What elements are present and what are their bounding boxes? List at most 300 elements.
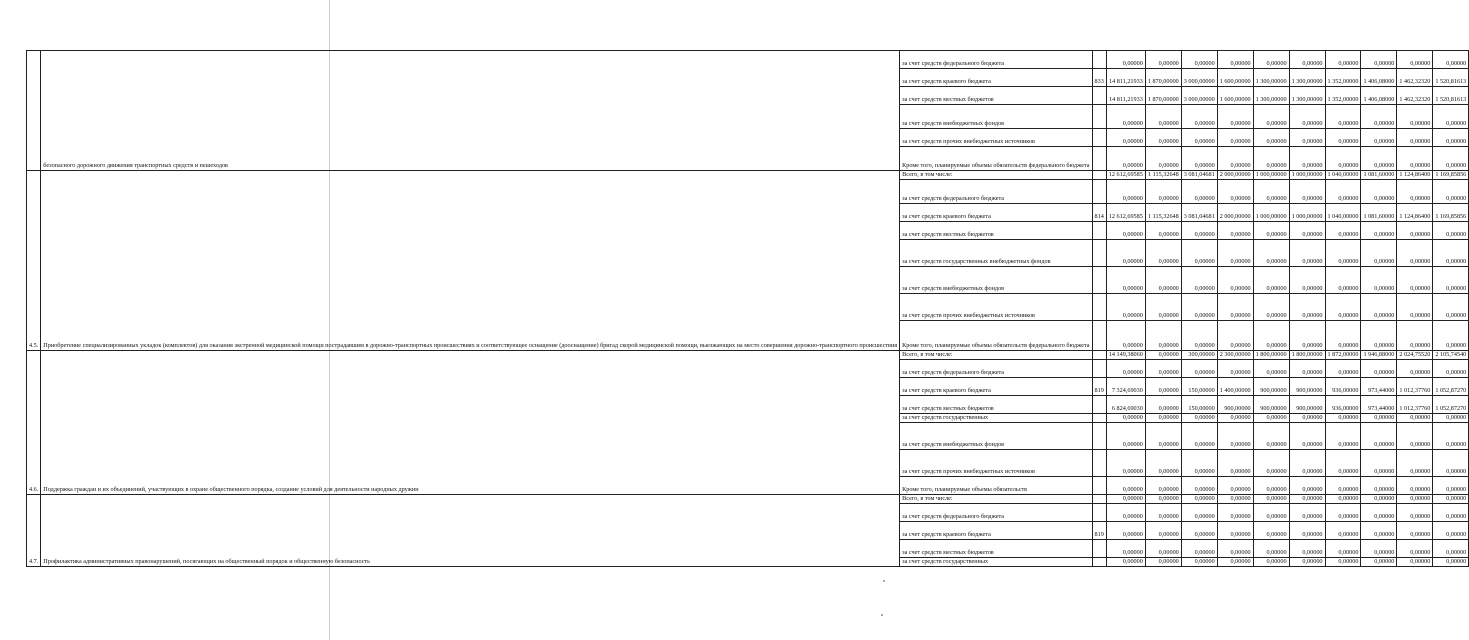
amount-cell: 0,00000 — [1361, 129, 1397, 147]
amount-cell: 0,00000 — [1217, 105, 1253, 129]
amount-cell: 0,00000 — [1181, 522, 1217, 540]
amount-cell: 0,00000 — [1217, 321, 1253, 351]
amount-cell: 0,00000 — [1397, 129, 1433, 147]
amount-cell: 0,00000 — [1361, 504, 1397, 522]
amount-cell: 2 024,75520 — [1397, 351, 1433, 360]
amount-cell: 0,00000 — [1289, 294, 1325, 321]
amount-cell: 1 052,87270 — [1433, 378, 1469, 396]
amount-cell: 1 040,00000 — [1325, 171, 1361, 180]
amount-cell: 0,00000 — [1181, 267, 1217, 294]
amount-cell: 0,00000 — [1181, 105, 1217, 129]
funding-source: за счет средств прочих внебюджетных источников — [900, 450, 1092, 477]
amount-cell: 0,00000 — [1361, 105, 1397, 129]
ministry-code: 833 — [1092, 69, 1106, 87]
amount-cell: 936,00000 — [1325, 396, 1361, 414]
amount-cell: 0,00000 — [1289, 147, 1325, 171]
amount-cell: 0,00000 — [1325, 240, 1361, 267]
amount-cell: 1 169,85856 — [1433, 171, 1469, 180]
amount-cell: 1 946,88000 — [1361, 351, 1397, 360]
amount-cell: 0,00000 — [1433, 450, 1469, 477]
ministry-code — [1092, 180, 1106, 204]
ministry-code — [1092, 105, 1106, 129]
amount-cell: 0,00000 — [1253, 222, 1289, 240]
amount-cell: 0,00000 — [1289, 477, 1325, 495]
amount-cell: 0,00000 — [1253, 522, 1289, 540]
amount-cell: 0,00000 — [1289, 51, 1325, 69]
amount-cell: 0,00000 — [1217, 504, 1253, 522]
amount-cell: 1 169,85856 — [1433, 204, 1469, 222]
amount-cell: 0,00000 — [1145, 396, 1181, 414]
amount-cell: 1 406,08000 — [1361, 69, 1397, 87]
ministry-code — [1092, 294, 1106, 321]
amount-cell: 0,00000 — [1145, 351, 1181, 360]
amount-cell: 1 800,00000 — [1289, 351, 1325, 360]
amount-cell: 0,00000 — [1397, 321, 1433, 351]
amount-cell: 0,00000 — [1289, 540, 1325, 558]
amount-cell: 0,00000 — [1433, 51, 1469, 69]
amount-cell: 0,00000 — [1397, 495, 1433, 504]
funding-source: за счет средств внебюджетных фондов — [900, 423, 1092, 450]
amount-cell: 0,00000 — [1361, 321, 1397, 351]
amount-cell: 0,00000 — [1106, 147, 1145, 171]
amount-cell: 150,00000 — [1181, 378, 1217, 396]
amount-cell: 0,00000 — [1253, 51, 1289, 69]
amount-cell: 0,00000 — [1145, 423, 1181, 450]
amount-cell: 0,00000 — [1397, 147, 1433, 171]
amount-cell: 0,00000 — [1397, 504, 1433, 522]
ministry-code: 814 — [1092, 204, 1106, 222]
funding-source: за счет средств краевого бюджета — [900, 378, 1092, 396]
amount-cell: 0,00000 — [1289, 414, 1325, 423]
amount-cell: 0,00000 — [1253, 558, 1289, 567]
amount-cell: 0,00000 — [1397, 105, 1433, 129]
amount-cell: 0,00000 — [1361, 477, 1397, 495]
ministry-code — [1092, 51, 1106, 69]
amount-cell: 0,00000 — [1181, 222, 1217, 240]
amount-cell: 0,00000 — [1217, 450, 1253, 477]
measure-description: Профилактика административных правонарушений, посягающих на общественный порядок и общественную безопасность — [41, 495, 900, 567]
funding-source: за счет средств государственных — [900, 414, 1092, 423]
amount-cell: 2 105,74540 — [1433, 351, 1469, 360]
amount-cell: 0,00000 — [1361, 180, 1397, 204]
amount-cell: 0,00000 — [1253, 540, 1289, 558]
amount-cell: 0,00000 — [1325, 321, 1361, 351]
amount-cell: 1 462,32320 — [1397, 87, 1433, 105]
amount-cell: 1 081,60000 — [1361, 204, 1397, 222]
amount-cell: 0,00000 — [1106, 540, 1145, 558]
amount-cell: 900,00000 — [1289, 396, 1325, 414]
funding-source: Кроме того, планируемые объемы обязательств — [900, 477, 1092, 495]
ministry-code — [1092, 495, 1106, 504]
amount-cell: 0,00000 — [1397, 267, 1433, 294]
ministry-code — [1092, 504, 1106, 522]
measure-description: Поддержка граждан и их объединений, участвующих в охране общественного порядка, создание условий для деятельности народных дружин — [41, 351, 900, 495]
amount-cell: 0,00000 — [1253, 423, 1289, 450]
amount-cell: 0,00000 — [1325, 51, 1361, 69]
amount-cell: 0,00000 — [1325, 522, 1361, 540]
amount-cell: 0,00000 — [1145, 147, 1181, 171]
ministry-code — [1092, 222, 1106, 240]
amount-cell: 0,00000 — [1325, 294, 1361, 321]
amount-cell: 0,00000 — [1106, 321, 1145, 351]
amount-cell: 14 811,21933 — [1106, 87, 1145, 105]
amount-cell: 900,00000 — [1253, 396, 1289, 414]
amount-cell: 1 352,00000 — [1325, 69, 1361, 87]
amount-cell: 0,00000 — [1397, 294, 1433, 321]
amount-cell: 0,00000 — [1217, 423, 1253, 450]
amount-cell: 0,00000 — [1181, 423, 1217, 450]
amount-cell: 0,00000 — [1397, 360, 1433, 378]
amount-cell: 0,00000 — [1145, 540, 1181, 558]
ministry-code — [1092, 414, 1106, 423]
ministry-code: 819 — [1092, 378, 1106, 396]
amount-cell: 0,00000 — [1433, 504, 1469, 522]
funding-source: за счет средств прочих внебюджетных источников — [900, 129, 1092, 147]
row-number: 4.6. — [27, 351, 41, 495]
amount-cell: 0,00000 — [1289, 423, 1325, 450]
amount-cell: 1 520,81613 — [1433, 87, 1469, 105]
amount-cell: 0,00000 — [1433, 477, 1469, 495]
amount-cell: 1 800,00000 — [1253, 351, 1289, 360]
ministry-code — [1092, 423, 1106, 450]
amount-cell: 0,00000 — [1106, 477, 1145, 495]
amount-cell: 1 870,00000 — [1145, 69, 1181, 87]
amount-cell: 0,00000 — [1181, 504, 1217, 522]
row-number — [27, 51, 41, 171]
funding-source: за счет средств краевого бюджета — [900, 204, 1092, 222]
amount-cell: 3 081,04681 — [1181, 171, 1217, 180]
amount-cell: 0,00000 — [1433, 321, 1469, 351]
funding-source: за счет средств федерального бюджета — [900, 504, 1092, 522]
scan-specks — [881, 578, 887, 618]
amount-cell: 0,00000 — [1253, 414, 1289, 423]
ministry-code — [1092, 396, 1106, 414]
amount-cell: 1 406,08000 — [1361, 87, 1397, 105]
amount-cell: 0,00000 — [1181, 558, 1217, 567]
amount-cell: 2 000,00000 — [1217, 204, 1253, 222]
amount-cell: 1 300,00000 — [1253, 69, 1289, 87]
amount-cell: 900,00000 — [1289, 378, 1325, 396]
amount-cell: 0,00000 — [1325, 147, 1361, 171]
amount-cell: 0,00000 — [1397, 180, 1433, 204]
amount-cell: 0,00000 — [1181, 360, 1217, 378]
amount-cell: 0,00000 — [1217, 477, 1253, 495]
amount-cell: 0,00000 — [1289, 129, 1325, 147]
funding-source: за счет средств федерального бюджета — [900, 51, 1092, 69]
ministry-code — [1092, 240, 1106, 267]
amount-cell: 0,00000 — [1433, 222, 1469, 240]
amount-cell: 0,00000 — [1181, 51, 1217, 69]
amount-cell: 0,00000 — [1181, 477, 1217, 495]
amount-cell: 0,00000 — [1253, 294, 1289, 321]
amount-cell: 0,00000 — [1325, 105, 1361, 129]
amount-cell: 0,00000 — [1181, 294, 1217, 321]
amount-cell: 0,00000 — [1397, 423, 1433, 450]
amount-cell: 0,00000 — [1253, 321, 1289, 351]
amount-cell: 0,00000 — [1289, 267, 1325, 294]
amount-cell: 0,00000 — [1145, 558, 1181, 567]
ministry-code — [1092, 477, 1106, 495]
amount-cell: 0,00000 — [1433, 267, 1469, 294]
amount-cell: 0,00000 — [1181, 129, 1217, 147]
amount-cell: 1 600,00000 — [1217, 69, 1253, 87]
amount-cell: 0,00000 — [1361, 414, 1397, 423]
amount-cell: 6 824,69030 — [1106, 396, 1145, 414]
amount-cell: 0,00000 — [1433, 495, 1469, 504]
amount-cell: 0,00000 — [1217, 294, 1253, 321]
amount-cell: 3 081,04681 — [1181, 204, 1217, 222]
amount-cell: 0,00000 — [1217, 222, 1253, 240]
amount-cell: 0,00000 — [1289, 522, 1325, 540]
amount-cell: 0,00000 — [1106, 294, 1145, 321]
amount-cell: 3 000,00000 — [1181, 87, 1217, 105]
amount-cell: 0,00000 — [1289, 105, 1325, 129]
amount-cell: 0,00000 — [1289, 222, 1325, 240]
amount-cell: 1 052,87270 — [1433, 396, 1469, 414]
ministry-code — [1092, 351, 1106, 360]
ministry-code — [1092, 267, 1106, 294]
amount-cell: 1 352,00000 — [1325, 87, 1361, 105]
amount-cell: 0,00000 — [1217, 360, 1253, 378]
amount-cell: 0,00000 — [1145, 222, 1181, 240]
amount-cell: 0,00000 — [1181, 147, 1217, 171]
ministry-code — [1092, 129, 1106, 147]
amount-cell: 1 600,00000 — [1217, 87, 1253, 105]
amount-cell: 0,00000 — [1253, 147, 1289, 171]
amount-cell: 0,00000 — [1397, 558, 1433, 567]
amount-cell: 300,00000 — [1181, 351, 1217, 360]
amount-cell: 12 612,69585 — [1106, 204, 1145, 222]
funding-source: за счет средств прочих внебюджетных источников — [900, 294, 1092, 321]
amount-cell: 0,00000 — [1325, 477, 1361, 495]
amount-cell: 0,00000 — [1145, 240, 1181, 267]
amount-cell: 1 040,00000 — [1325, 204, 1361, 222]
amount-cell: 0,00000 — [1325, 558, 1361, 567]
amount-cell: 0,00000 — [1106, 222, 1145, 240]
amount-cell: 14 149,38060 — [1106, 351, 1145, 360]
amount-cell: 0,00000 — [1397, 51, 1433, 69]
amount-cell: 0,00000 — [1106, 240, 1145, 267]
amount-cell: 0,00000 — [1253, 129, 1289, 147]
amount-cell: 0,00000 — [1106, 423, 1145, 450]
amount-cell: 3 000,00000 — [1181, 69, 1217, 87]
amount-cell: 0,00000 — [1253, 477, 1289, 495]
amount-cell: 1 000,00000 — [1289, 171, 1325, 180]
amount-cell: 0,00000 — [1181, 450, 1217, 477]
amount-cell: 1 000,00000 — [1253, 204, 1289, 222]
amount-cell: 0,00000 — [1325, 222, 1361, 240]
amount-cell: 0,00000 — [1397, 414, 1433, 423]
amount-cell: 0,00000 — [1433, 558, 1469, 567]
amount-cell: 0,00000 — [1145, 477, 1181, 495]
amount-cell: 0,00000 — [1253, 360, 1289, 378]
amount-cell: 1 870,00000 — [1145, 87, 1181, 105]
funding-source: за счет средств местных бюджетов — [900, 540, 1092, 558]
amount-cell: 0,00000 — [1361, 360, 1397, 378]
amount-cell: 0,00000 — [1106, 360, 1145, 378]
amount-cell: 0,00000 — [1397, 222, 1433, 240]
amount-cell: 1 000,00000 — [1289, 204, 1325, 222]
amount-cell: 0,00000 — [1361, 51, 1397, 69]
amount-cell: 0,00000 — [1106, 129, 1145, 147]
amount-cell: 0,00000 — [1106, 450, 1145, 477]
amount-cell: 0,00000 — [1289, 504, 1325, 522]
amount-cell: 0,00000 — [1145, 105, 1181, 129]
ministry-code — [1092, 87, 1106, 105]
amount-cell: 0,00000 — [1217, 180, 1253, 204]
amount-cell: 0,00000 — [1217, 558, 1253, 567]
amount-cell: 0,00000 — [1106, 504, 1145, 522]
funding-source: за счет средств местных бюджетов — [900, 222, 1092, 240]
funding-source: Кроме того, планируемые объемы обязательств федерального бюджета — [900, 147, 1092, 171]
amount-cell: 1 012,37760 — [1397, 378, 1433, 396]
amount-cell: 0,00000 — [1145, 414, 1181, 423]
amount-cell: 1 300,00000 — [1253, 87, 1289, 105]
amount-cell: 0,00000 — [1181, 180, 1217, 204]
amount-cell: 0,00000 — [1181, 540, 1217, 558]
funding-source: за счет средств краевого бюджета — [900, 522, 1092, 540]
amount-cell: 2 300,00000 — [1217, 351, 1253, 360]
amount-cell: 0,00000 — [1253, 267, 1289, 294]
amount-cell: 0,00000 — [1361, 450, 1397, 477]
funding-source: за счет средств внебюджетных фондов — [900, 267, 1092, 294]
amount-cell: 0,00000 — [1433, 129, 1469, 147]
table-row — [27, 351, 1469, 360]
ministry-code — [1092, 360, 1106, 378]
amount-cell: 0,00000 — [1145, 504, 1181, 522]
amount-cell: 0,00000 — [1181, 240, 1217, 267]
amount-cell: 1 115,32648 — [1145, 171, 1181, 180]
amount-cell: 0,00000 — [1106, 414, 1145, 423]
amount-cell: 0,00000 — [1361, 540, 1397, 558]
funding-source: за счет средств краевого бюджета — [900, 69, 1092, 87]
amount-cell: 0,00000 — [1289, 558, 1325, 567]
amount-cell: 0,00000 — [1253, 180, 1289, 204]
amount-cell: 12 612,69585 — [1106, 171, 1145, 180]
funding-source: Всего, в том числе: — [900, 171, 1092, 180]
ministry-code — [1092, 450, 1106, 477]
amount-cell: 0,00000 — [1289, 450, 1325, 477]
funding-source: за счет средств государственных — [900, 558, 1092, 567]
amount-cell: 7 324,69030 — [1106, 378, 1145, 396]
amount-cell: 0,00000 — [1361, 222, 1397, 240]
amount-cell: 0,00000 — [1145, 180, 1181, 204]
amount-cell: 0,00000 — [1433, 414, 1469, 423]
amount-cell: 0,00000 — [1361, 240, 1397, 267]
amount-cell: 0,00000 — [1181, 414, 1217, 423]
amount-cell: 0,00000 — [1106, 522, 1145, 540]
amount-cell: 0,00000 — [1433, 540, 1469, 558]
amount-cell: 0,00000 — [1145, 378, 1181, 396]
amount-cell: 150,00000 — [1181, 396, 1217, 414]
amount-cell: 0,00000 — [1106, 558, 1145, 567]
amount-cell: 1 115,32648 — [1145, 204, 1181, 222]
ministry-code — [1092, 321, 1106, 351]
amount-cell: 0,00000 — [1397, 240, 1433, 267]
amount-cell: 0,00000 — [1289, 495, 1325, 504]
funding-source: за счет средств государственных внебюджетных фондов — [900, 240, 1092, 267]
funding-source: за счет средств внебюджетных фондов — [900, 105, 1092, 129]
amount-cell: 0,00000 — [1361, 294, 1397, 321]
amount-cell: 900,00000 — [1253, 378, 1289, 396]
amount-cell: 0,00000 — [1325, 360, 1361, 378]
amount-cell: 0,00000 — [1397, 540, 1433, 558]
amount-cell: 1 300,00000 — [1289, 87, 1325, 105]
amount-cell: 14 811,21933 — [1106, 69, 1145, 87]
amount-cell: 0,00000 — [1397, 477, 1433, 495]
amount-cell: 0,00000 — [1433, 522, 1469, 540]
ministry-code — [1092, 147, 1106, 171]
amount-cell: 0,00000 — [1325, 540, 1361, 558]
amount-cell: 0,00000 — [1217, 129, 1253, 147]
amount-cell: 0,00000 — [1433, 180, 1469, 204]
amount-cell: 0,00000 — [1217, 522, 1253, 540]
amount-cell: 0,00000 — [1325, 495, 1361, 504]
amount-cell: 1 000,00000 — [1253, 171, 1289, 180]
amount-cell: 0,00000 — [1217, 495, 1253, 504]
amount-cell: 1 872,00000 — [1325, 351, 1361, 360]
amount-cell: 0,00000 — [1361, 267, 1397, 294]
amount-cell: 1 081,60000 — [1361, 171, 1397, 180]
amount-cell: 0,00000 — [1325, 129, 1361, 147]
amount-cell: 0,00000 — [1325, 414, 1361, 423]
ministry-code — [1092, 540, 1106, 558]
amount-cell: 0,00000 — [1217, 414, 1253, 423]
amount-cell: 0,00000 — [1361, 423, 1397, 450]
amount-cell: 0,00000 — [1106, 180, 1145, 204]
amount-cell: 0,00000 — [1325, 504, 1361, 522]
amount-cell: 0,00000 — [1145, 129, 1181, 147]
amount-cell: 0,00000 — [1325, 180, 1361, 204]
amount-cell: 0,00000 — [1361, 147, 1397, 171]
amount-cell: 0,00000 — [1433, 147, 1469, 171]
amount-cell: 0,00000 — [1253, 450, 1289, 477]
table-row — [27, 171, 1469, 180]
amount-cell: 1 012,37760 — [1397, 396, 1433, 414]
funding-source: Кроме того, планируемые объемы обязательств федерального бюджета — [900, 321, 1092, 351]
amount-cell: 1 462,32320 — [1397, 69, 1433, 87]
amount-cell: 1 124,86400 — [1397, 171, 1433, 180]
amount-cell: 0,00000 — [1181, 321, 1217, 351]
amount-cell: 0,00000 — [1145, 321, 1181, 351]
amount-cell: 0,00000 — [1433, 423, 1469, 450]
amount-cell: 973,44000 — [1361, 396, 1397, 414]
amount-cell: 0,00000 — [1253, 495, 1289, 504]
amount-cell: 0,00000 — [1145, 495, 1181, 504]
amount-cell: 0,00000 — [1433, 240, 1469, 267]
ministry-code — [1092, 558, 1106, 567]
amount-cell: 0,00000 — [1217, 51, 1253, 69]
funding-source: за счет средств местных бюджетов — [900, 396, 1092, 414]
table-row — [27, 495, 1469, 504]
amount-cell: 1 300,00000 — [1289, 69, 1325, 87]
amount-cell: 0,00000 — [1361, 558, 1397, 567]
amount-cell: 0,00000 — [1397, 450, 1433, 477]
amount-cell: 0,00000 — [1253, 105, 1289, 129]
funding-source: за счет средств федерального бюджета — [900, 180, 1092, 204]
amount-cell: 0,00000 — [1145, 267, 1181, 294]
funding-source: Всего, в том числе: — [900, 351, 1092, 360]
row-number: 4.7. — [27, 495, 41, 567]
amount-cell: 0,00000 — [1325, 267, 1361, 294]
amount-cell: 900,00000 — [1217, 396, 1253, 414]
amount-cell: 0,00000 — [1145, 522, 1181, 540]
amount-cell: 1 124,86400 — [1397, 204, 1433, 222]
amount-cell: 0,00000 — [1397, 522, 1433, 540]
amount-cell: 0,00000 — [1289, 180, 1325, 204]
measure-description: Приобретение специализированных укладок (комплектов) для оказания экстренной медицинской помощи пострадавшим в дорожно-транспортных происшествиях и соответствующее оснащение (дооснащение) бригад скорой медицинской помощи, выезжающих на место совершения дорожно-транспортного происшествия — [41, 171, 900, 351]
amount-cell: 0,00000 — [1106, 105, 1145, 129]
